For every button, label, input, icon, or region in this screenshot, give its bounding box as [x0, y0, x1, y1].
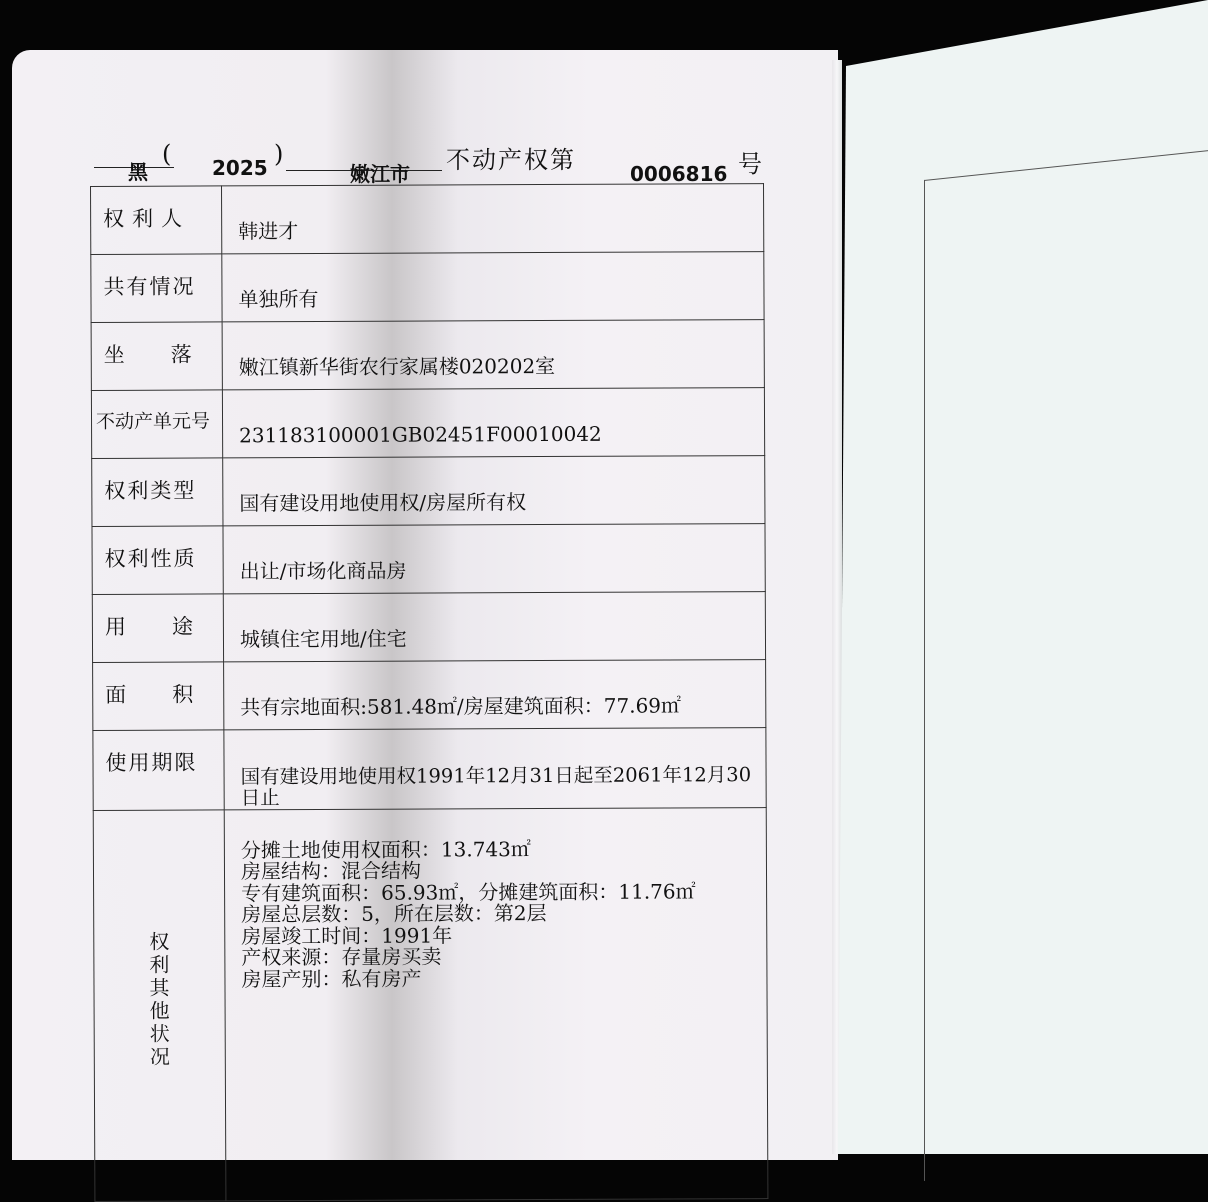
- row-location: [91, 320, 764, 391]
- value-other: [224, 807, 768, 1200]
- number-suffix: 号: [738, 150, 762, 178]
- value-owner: 韩进才: [222, 184, 764, 254]
- other-line: 房屋总层数：5，所在层数：第2层: [241, 901, 547, 927]
- value-area: 共有宗地面积:581.48㎡/房屋建筑面积：77.69㎡: [224, 660, 766, 730]
- row-right-type: [92, 456, 765, 527]
- label-other-text: 权利其他状况: [149, 929, 170, 1069]
- value-co-ownership: 单独所有: [222, 252, 764, 322]
- label-usage: [92, 594, 223, 663]
- value-location: 嫩江镇新华街农行家属楼020202室: [222, 320, 764, 390]
- paren-open: (: [162, 140, 172, 168]
- other-line: 分摊土地使用权面积：13.743㎡: [240, 836, 531, 863]
- year: 2025: [212, 156, 268, 180]
- certificate-number: 0006816: [630, 162, 728, 186]
- row-area: [93, 660, 766, 731]
- certificate-title: 不动产权第: [446, 146, 576, 174]
- label-right-type: 权利类型: [92, 458, 223, 527]
- row-right-nature: [92, 524, 765, 595]
- row-co-ownership: [91, 252, 764, 323]
- other-line: 产权来源：存量房买卖: [241, 944, 442, 970]
- paren-close: ): [274, 140, 284, 168]
- other-line: 房屋结构：混合结构: [240, 858, 422, 884]
- row-usage: [92, 592, 765, 663]
- row-other: [93, 807, 768, 1201]
- label-other: [93, 810, 226, 1202]
- row-unit-number: [91, 388, 764, 459]
- city: 嫩江市: [350, 162, 410, 186]
- label-location: [91, 322, 222, 391]
- value-right-type: 国有建设用地使用权/房屋所有权: [223, 456, 765, 526]
- other-line: 房屋竣工时间：1991年: [241, 923, 453, 949]
- other-line: 专有建筑面积：65.93㎡，分摊建筑面积：11.76㎡: [241, 879, 696, 906]
- value-term: 国有建设用地使用权1991年12月31日起至2061年12月30日止: [224, 728, 766, 810]
- certificate-table: [90, 183, 768, 1202]
- region-abbr: 黑: [128, 160, 148, 184]
- row-owner: [91, 184, 764, 255]
- label-term: 使用期限: [93, 730, 224, 810]
- label-area: [93, 662, 224, 731]
- label-unit-number: 不动产单元号: [91, 390, 222, 459]
- label-usage-text: 用途: [104, 614, 193, 639]
- label-location-text: 坐落: [103, 342, 192, 367]
- row-term: [93, 728, 766, 811]
- label-co-ownership: 共有情况: [91, 254, 222, 323]
- right-page-frame: [924, 148, 1208, 1181]
- label-area-text: 面积: [105, 682, 194, 707]
- value-right-nature: 出让/市场化商品房: [223, 524, 765, 594]
- other-line: 房屋产别：私有房产: [241, 966, 422, 992]
- label-right-nature: 权利性质: [92, 526, 223, 595]
- value-unit-number: 231183100001GB02451F00010042: [222, 388, 764, 458]
- label-owner: 权利人: [91, 186, 222, 255]
- value-usage: 城镇住宅用地/住宅: [223, 592, 765, 662]
